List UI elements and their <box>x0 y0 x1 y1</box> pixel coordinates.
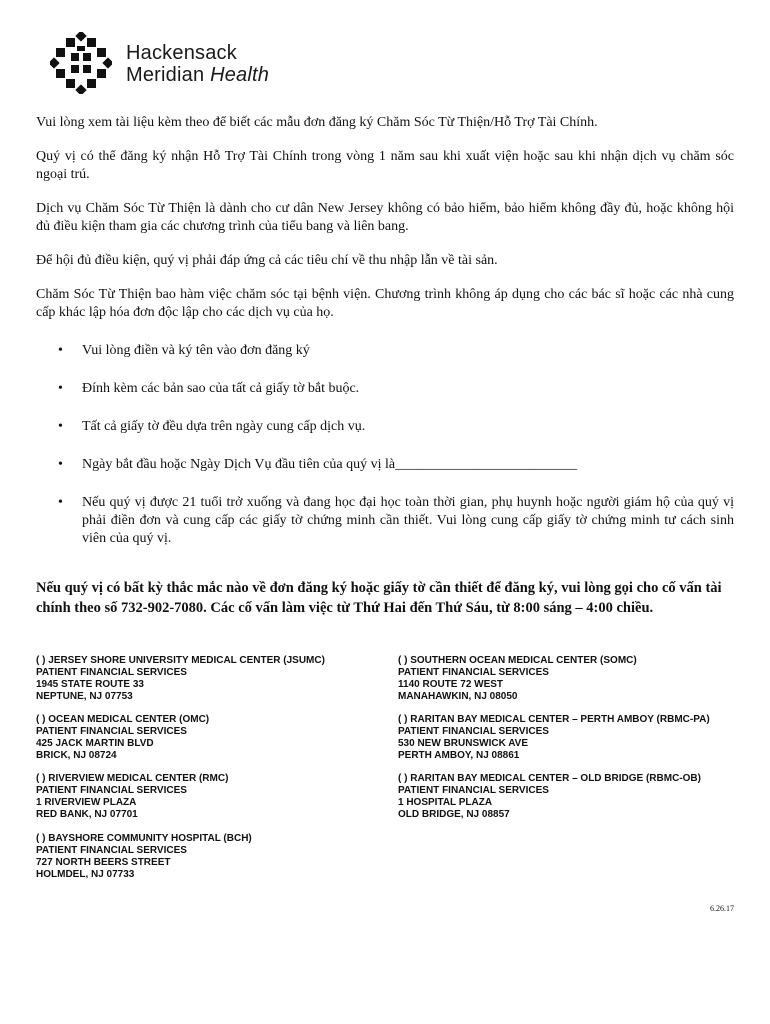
hackensack-meridian-logo <box>50 32 280 96</box>
list-item: • Đính kèm các bản sao của tất cả giấy tờ bắt buộc. <box>82 380 734 398</box>
address-block-somc: ( ) SOUTHERN OCEAN MEDICAL CENTER (SOMC) PATIENT FINANCIAL SERVICES 1140 ROUTE 72 WEST MANAHAWKIN, NJ 08050 <box>398 655 637 702</box>
contact-note: Nếu quý vị có bất kỳ thắc mắc nào về đơn đăng ký hoặc giấy tờ cần thiết để đăng ký, vui lòng gọi cho cố vấn tài chính theo số 732-902-7080. Các cố vấn làm việc từ Thứ Hai đến Thứ Sáu, từ 8:00 sáng – 4:00 chiều. <box>36 580 722 616</box>
list-item: • Vui lòng điền và ký tên vào đơn đăng ký <box>82 342 734 360</box>
list-item: • Nếu quý vị được 21 tuổi trở xuống và đang học đại học toàn thời gian, phụ huynh hoặc người giám hộ của quý vị phải điền đơn và cung cấp các giấy tờ chứng minh cần thiết. Vui lòng cung cấp giấy tờ chứng minh tư cách sinh viên của quý vị. <box>82 494 734 548</box>
list-item: • Tất cả giấy tờ đều dựa trên ngày cung cấp dịch vụ. <box>82 418 734 436</box>
paragraph: Vui lòng xem tài liệu kèm theo để biết các mẫu đơn đăng ký Chăm Sóc Từ Thiện/Hỗ Trợ Tài Chính. <box>36 115 598 130</box>
logo-line-2: Meridian Health <box>126 64 270 86</box>
hackensack-mark-icon <box>50 32 112 94</box>
address-block-bch: ( ) BAYSHORE COMMUNITY HOSPITAL (BCH) PATIENT FINANCIAL SERVICES 727 NORTH BEERS STREET HOLMDEL, NJ 07733 <box>36 833 252 880</box>
paragraph: Dịch vụ Chăm Sóc Từ Thiện là dành cho cư dân New Jersey không có bảo hiểm, bảo hiểm không đầy đủ, hoặc không hội đủ điều kiện tham gia các chương trình của tiểu bang và liên bang. <box>36 201 734 234</box>
paragraph: Để hội đủ điều kiện, quý vị phải đáp ứng cả các tiêu chí về thu nhập lẫn về tài sản. <box>36 253 498 268</box>
revision-date: 6.26.17 <box>710 904 734 913</box>
logo-wordmark <box>126 42 269 86</box>
paragraph: Chăm Sóc Từ Thiện bao hàm việc chăm sóc tại bệnh viện. Chương trình không áp dụng cho các bác sĩ hoặc các nhà cung cấp khác lập hóa đơn độc lập cho các dịch vụ của họ. <box>36 287 734 320</box>
paragraph: Quý vị có thể đăng ký nhận Hỗ Trợ Tài Chính trong vòng 1 năm sau khi xuất viện hoặc sau khi nhận dịch vụ chăm sóc ngoại trú. <box>36 149 734 182</box>
list-item: • Ngày bắt đầu hoặc Ngày Dịch Vụ đầu tiên của quý vị là__________________________ <box>82 456 734 474</box>
instruction-list <box>36 342 734 548</box>
address-block-jsumc: ( ) JERSEY SHORE UNIVERSITY MEDICAL CENTER (JSUMC) PATIENT FINANCIAL SERVICES 1945 STATE ROUTE 33 NEPTUNE, NJ 07753 <box>36 655 325 702</box>
address-block-omc: ( ) OCEAN MEDICAL CENTER (OMC) PATIENT FINANCIAL SERVICES 425 JACK MARTIN BLVD BRICK, NJ 08724 <box>36 714 210 761</box>
logo-line-1: Hackensack <box>126 42 237 64</box>
address-block-rbmc-pa: ( ) RARITAN BAY MEDICAL CENTER – PERTH AMBOY (RBMC-PA) PATIENT FINANCIAL SERVICES 530 NEW BRUNSWICK AVE PERTH AMBOY, NJ 08861 <box>398 714 710 761</box>
address-block-rmc: ( ) RIVERVIEW MEDICAL CENTER (RMC) PATIENT FINANCIAL SERVICES 1 RIVERVIEW PLAZA RED BANK, NJ 07701 <box>36 773 229 820</box>
address-block-rbmc-ob: ( ) RARITAN BAY MEDICAL CENTER – OLD BRIDGE (RBMC-OB) PATIENT FINANCIAL SERVICES 1 HOSPITAL PLAZA OLD BRIDGE, NJ 08857 <box>398 773 701 820</box>
intro-section <box>36 114 734 568</box>
